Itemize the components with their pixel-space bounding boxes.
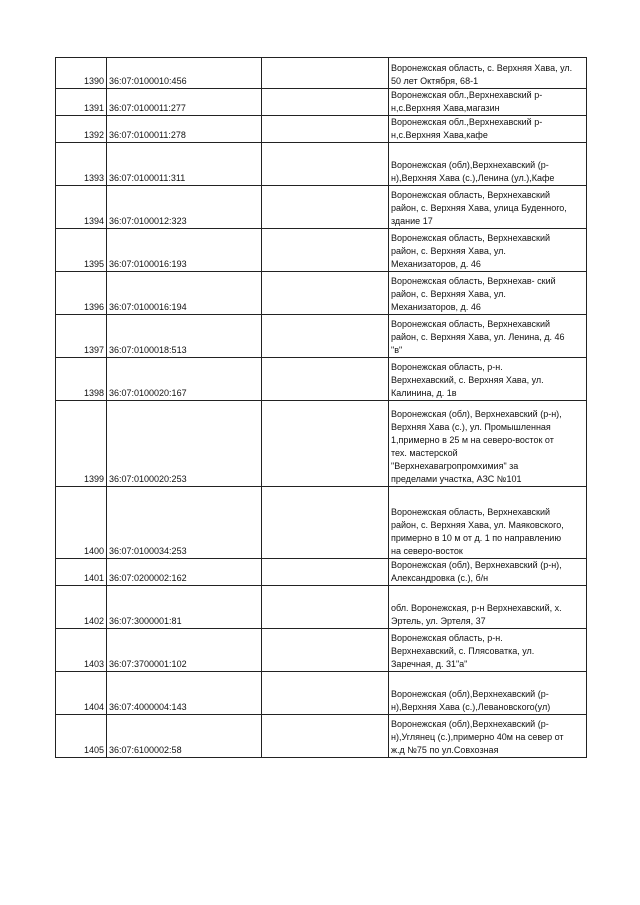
address-line: Воронежская область, Верхнехавский — [391, 190, 551, 200]
table-row — [56, 401, 587, 487]
address-line: на северо-восток — [391, 546, 463, 556]
address-cell — [389, 89, 587, 116]
address-line: район, с. Верхняя Хава, ул. Ленина, д. 46 — [391, 332, 565, 342]
address-line: пределами участка, АЗС №101 — [391, 474, 522, 484]
registry-table-body — [56, 58, 587, 758]
cadastral-number-cell: 36:07:0100016:193 — [107, 229, 262, 272]
address-line: Воронежская обл.,Верхнехавский р- — [391, 90, 543, 100]
address-line: Механизаторов, д. 46 — [391, 259, 481, 269]
address-line: Воронежская (обл),Верхнехавский (р- — [391, 160, 549, 170]
address-line: Воронежская область, р-н. — [391, 633, 503, 643]
row-number-cell: 1403 — [56, 629, 107, 672]
address-line: н,с.Верхняя Хава,магазин — [391, 103, 500, 113]
address-cell — [389, 315, 587, 358]
row-number-cell: 1395 — [56, 229, 107, 272]
table-row — [56, 672, 587, 715]
table-row — [56, 186, 587, 229]
row-number-cell: 1398 — [56, 358, 107, 401]
address-cell — [389, 629, 587, 672]
property-registry-table — [55, 57, 587, 758]
table-row — [56, 487, 587, 559]
address-line: Воронежская (обл),Верхнехавский (р- — [391, 689, 549, 699]
address-line: Воронежская область, с. Верхняя Хава, ул. — [391, 63, 573, 73]
address-cell — [389, 116, 587, 143]
address-line: здание 17 — [391, 216, 433, 226]
empty-cell — [262, 487, 389, 559]
row-number-cell: 1392 — [56, 116, 107, 143]
address-cell — [389, 358, 587, 401]
address-line: Воронежская (обл), Верхнехавский (р-н), — [391, 560, 562, 570]
address-line: Воронежская область, Верхнехавский — [391, 233, 551, 243]
address-line: 50 лет Октября, 68-1 — [391, 76, 479, 86]
cadastral-number-cell: 36:07:0100011:277 — [107, 89, 262, 116]
address-line: район, с. Верхняя Хава, ул. — [391, 289, 506, 299]
address-line: Александровка (с.), б/н — [391, 573, 489, 583]
empty-cell — [262, 559, 389, 586]
address-line: тех. мастерской — [391, 448, 458, 458]
table-row — [56, 89, 587, 116]
row-number-cell: 1397 — [56, 315, 107, 358]
empty-cell — [262, 58, 389, 89]
address-line — [391, 146, 584, 159]
empty-cell — [262, 672, 389, 715]
address-line: Верхнехавский, с. Верхняя Хава, ул. — [391, 375, 544, 385]
table-row — [56, 58, 587, 89]
empty-cell — [262, 629, 389, 672]
cadastral-number-cell: 36:07:0100010:456 — [107, 58, 262, 89]
table-row — [56, 629, 587, 672]
table-row — [56, 715, 587, 758]
cadastral-number-cell: 36:07:0100011:311 — [107, 143, 262, 186]
address-cell — [389, 586, 587, 629]
cadastral-number-cell: 36:07:0200002:162 — [107, 559, 262, 586]
row-number-cell: 1404 — [56, 672, 107, 715]
address-line: примерно в 10 м от д. 1 по направлению — [391, 533, 562, 543]
address-line: Калинина, д. 1в — [391, 388, 457, 398]
address-line: н,с.Верхняя Хава,кафе — [391, 130, 488, 140]
address-line: "в" — [391, 345, 403, 355]
row-number-cell: 1399 — [56, 401, 107, 487]
empty-cell — [262, 272, 389, 315]
address-line — [391, 493, 584, 506]
empty-cell — [262, 89, 389, 116]
table-row — [56, 143, 587, 186]
cadastral-number-cell: 36:07:0100020:167 — [107, 358, 262, 401]
address-line: Воронежская (обл), Верхнехавский (р-н), — [391, 409, 562, 419]
cadastral-number-cell: 36:07:0100012:323 — [107, 186, 262, 229]
cadastral-number-cell: 36:07:0100011:278 — [107, 116, 262, 143]
row-number-cell: 1393 — [56, 143, 107, 186]
address-cell — [389, 715, 587, 758]
address-line: Воронежская область, Верхнехавский — [391, 507, 551, 517]
table-row — [56, 586, 587, 629]
address-line: район, с. Верхняя Хава, ул. — [391, 246, 506, 256]
address-line: "Верхнехавагропромхимия" за — [391, 461, 519, 471]
address-cell — [389, 143, 587, 186]
row-number-cell: 1405 — [56, 715, 107, 758]
row-number-cell: 1402 — [56, 586, 107, 629]
empty-cell — [262, 229, 389, 272]
table-row — [56, 315, 587, 358]
row-number-cell: 1396 — [56, 272, 107, 315]
address-line: н),Верхняя Хава (с.),Левановского(ул) — [391, 702, 551, 712]
row-number-cell: 1400 — [56, 487, 107, 559]
table-row — [56, 272, 587, 315]
row-number-cell: 1391 — [56, 89, 107, 116]
address-cell — [389, 272, 587, 315]
address-line: Воронежская область, р-н. — [391, 362, 503, 372]
address-line: район, с. Верхняя Хава, улица Буденного, — [391, 203, 567, 213]
address-cell — [389, 401, 587, 487]
cadastral-number-cell: 36:07:4000004:143 — [107, 672, 262, 715]
empty-cell — [262, 143, 389, 186]
address-line: 1,примерно в 25 м на северо-восток от — [391, 435, 554, 445]
empty-cell — [262, 715, 389, 758]
table-row — [56, 229, 587, 272]
address-cell — [389, 559, 587, 586]
table-row — [56, 358, 587, 401]
cadastral-number-cell: 36:07:0100018:513 — [107, 315, 262, 358]
cadastral-number-cell: 36:07:3000001:81 — [107, 586, 262, 629]
table-row — [56, 116, 587, 143]
cadastral-number-cell: 36:07:0100034:253 — [107, 487, 262, 559]
address-line: район, с. Верхняя Хава, ул. Маяковского, — [391, 520, 564, 530]
address-line — [391, 589, 584, 602]
address-line: н),Верхняя Хава (с.),Ленина (ул.),Кафе — [391, 173, 555, 183]
address-line: обл. Воронежская, р-н Верхнехавский, х. — [391, 603, 562, 613]
empty-cell — [262, 401, 389, 487]
empty-cell — [262, 586, 389, 629]
row-number-cell: 1401 — [56, 559, 107, 586]
cadastral-number-cell: 36:07:0100016:194 — [107, 272, 262, 315]
address-cell — [389, 672, 587, 715]
empty-cell — [262, 315, 389, 358]
address-cell — [389, 229, 587, 272]
row-number-cell: 1394 — [56, 186, 107, 229]
address-line — [391, 675, 584, 688]
empty-cell — [262, 186, 389, 229]
address-cell — [389, 487, 587, 559]
empty-cell — [262, 116, 389, 143]
cadastral-number-cell: 36:07:6100002:58 — [107, 715, 262, 758]
address-line: Воронежская область, Верхнехавский — [391, 319, 551, 329]
cadastral-number-cell: 36:07:0100020:253 — [107, 401, 262, 487]
address-line: Верхняя Хава (с.), ул. Промышленная — [391, 422, 551, 432]
address-line: Заречная, д. 31"а" — [391, 659, 468, 669]
address-cell — [389, 186, 587, 229]
address-line: Верхнехавский, с. Плясоватка, ул. — [391, 646, 535, 656]
row-number-cell: 1390 — [56, 58, 107, 89]
address-line: Воронежская обл.,Верхнехавский р- — [391, 117, 543, 127]
address-cell — [389, 58, 587, 89]
table-row — [56, 559, 587, 586]
address-line: Эртель, ул. Эртеля, 37 — [391, 616, 486, 626]
address-line: Воронежская (обл),Верхнехавский (р- — [391, 719, 549, 729]
cadastral-number-cell: 36:07:3700001:102 — [107, 629, 262, 672]
address-line: ж.д №75 по ул.Совхозная — [391, 745, 499, 755]
address-line: Механизаторов, д. 46 — [391, 302, 481, 312]
address-line: н),Углянец (с.),примерно 40м на север от — [391, 732, 564, 742]
empty-cell — [262, 358, 389, 401]
address-line: Воронежская область, Верхнехав- ский — [391, 276, 556, 286]
